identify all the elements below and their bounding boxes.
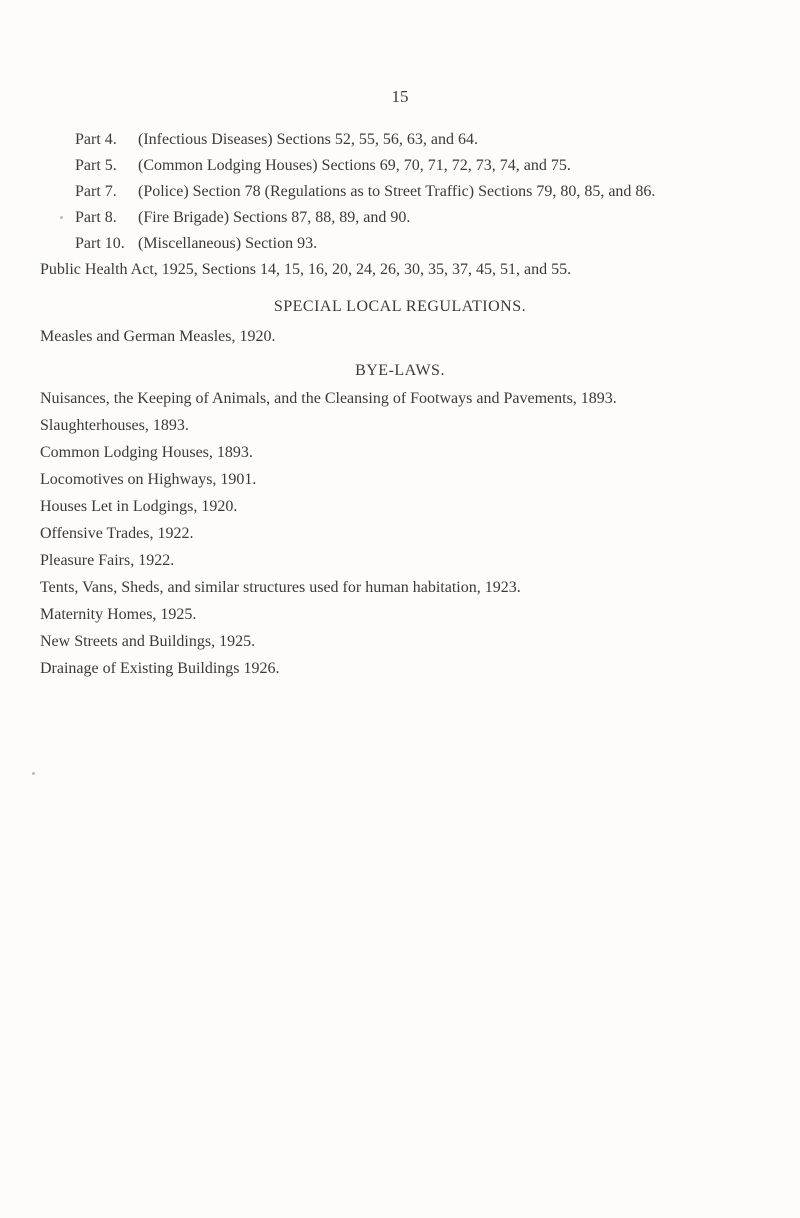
bye-law-item: Common Lodging Houses, 1893. (40, 444, 253, 461)
bye-law-item: Tents, Vans, Sheds, and similar structures used for human habitation, 1923. (40, 579, 521, 596)
part-text: (Infectious Diseases) Sections 52, 55, 56, 63, and 64. (138, 131, 478, 148)
part-label: Part 4. (75, 131, 117, 148)
part-line (75, 234, 317, 254)
bye-law-item: Nuisances, the Keeping of Animals, and the Cleansing of Footways and Pavements, 1893. (40, 390, 617, 407)
part-text: (Miscellaneous) Section 93. (138, 235, 318, 252)
part-text: (Common Lodging Houses) Sections 69, 70, 71, 72, 73, 74, and 75. (138, 157, 571, 174)
bye-law-item: Drainage of Existing Buildings 1926. (40, 660, 280, 677)
part-label: Part 7. (75, 183, 117, 200)
part-line (75, 130, 478, 150)
public-health-act-line: Public Health Act, 1925, Sections 14, 15, 16, 20, 24, 26, 30, 35, 37, 45, 51, and 55. (40, 261, 572, 278)
bye-law-item: Locomotives on Highways, 1901. (40, 471, 257, 488)
bye-laws-heading: BYE-LAWS. (355, 362, 445, 379)
special-regulations-heading: SPECIAL LOCAL REGULATIONS. (273, 298, 527, 315)
part-text: (Fire Brigade) Sections 87, 88, 89, and 90. (138, 209, 411, 226)
bye-law-item: Maternity Homes, 1925. (40, 606, 197, 623)
page-number: 15 (391, 87, 409, 106)
part-label: Part 5. (75, 157, 117, 174)
part-label: Part 10. (75, 235, 125, 252)
regulation-item: Measles and German Measles, 1920. (40, 328, 276, 345)
bye-law-item: Offensive Trades, 1922. (40, 525, 194, 542)
bye-law-item: Pleasure Fairs, 1922. (40, 552, 175, 569)
scan-speck (60, 216, 63, 219)
bye-law-item: Slaughterhouses, 1893. (40, 417, 189, 434)
part-line (75, 182, 655, 202)
part-text: (Police) Section 78 (Regulations as to Street Traffic) Sections 79, 80, 85, and 86. (138, 183, 656, 200)
bye-law-item: New Streets and Buildings, 1925. (40, 633, 256, 650)
part-line (75, 208, 410, 228)
bye-law-item: Houses Let in Lodgings, 1920. (40, 498, 238, 515)
part-line (75, 156, 571, 176)
part-label: Part 8. (75, 209, 117, 226)
scan-speck (32, 772, 35, 775)
